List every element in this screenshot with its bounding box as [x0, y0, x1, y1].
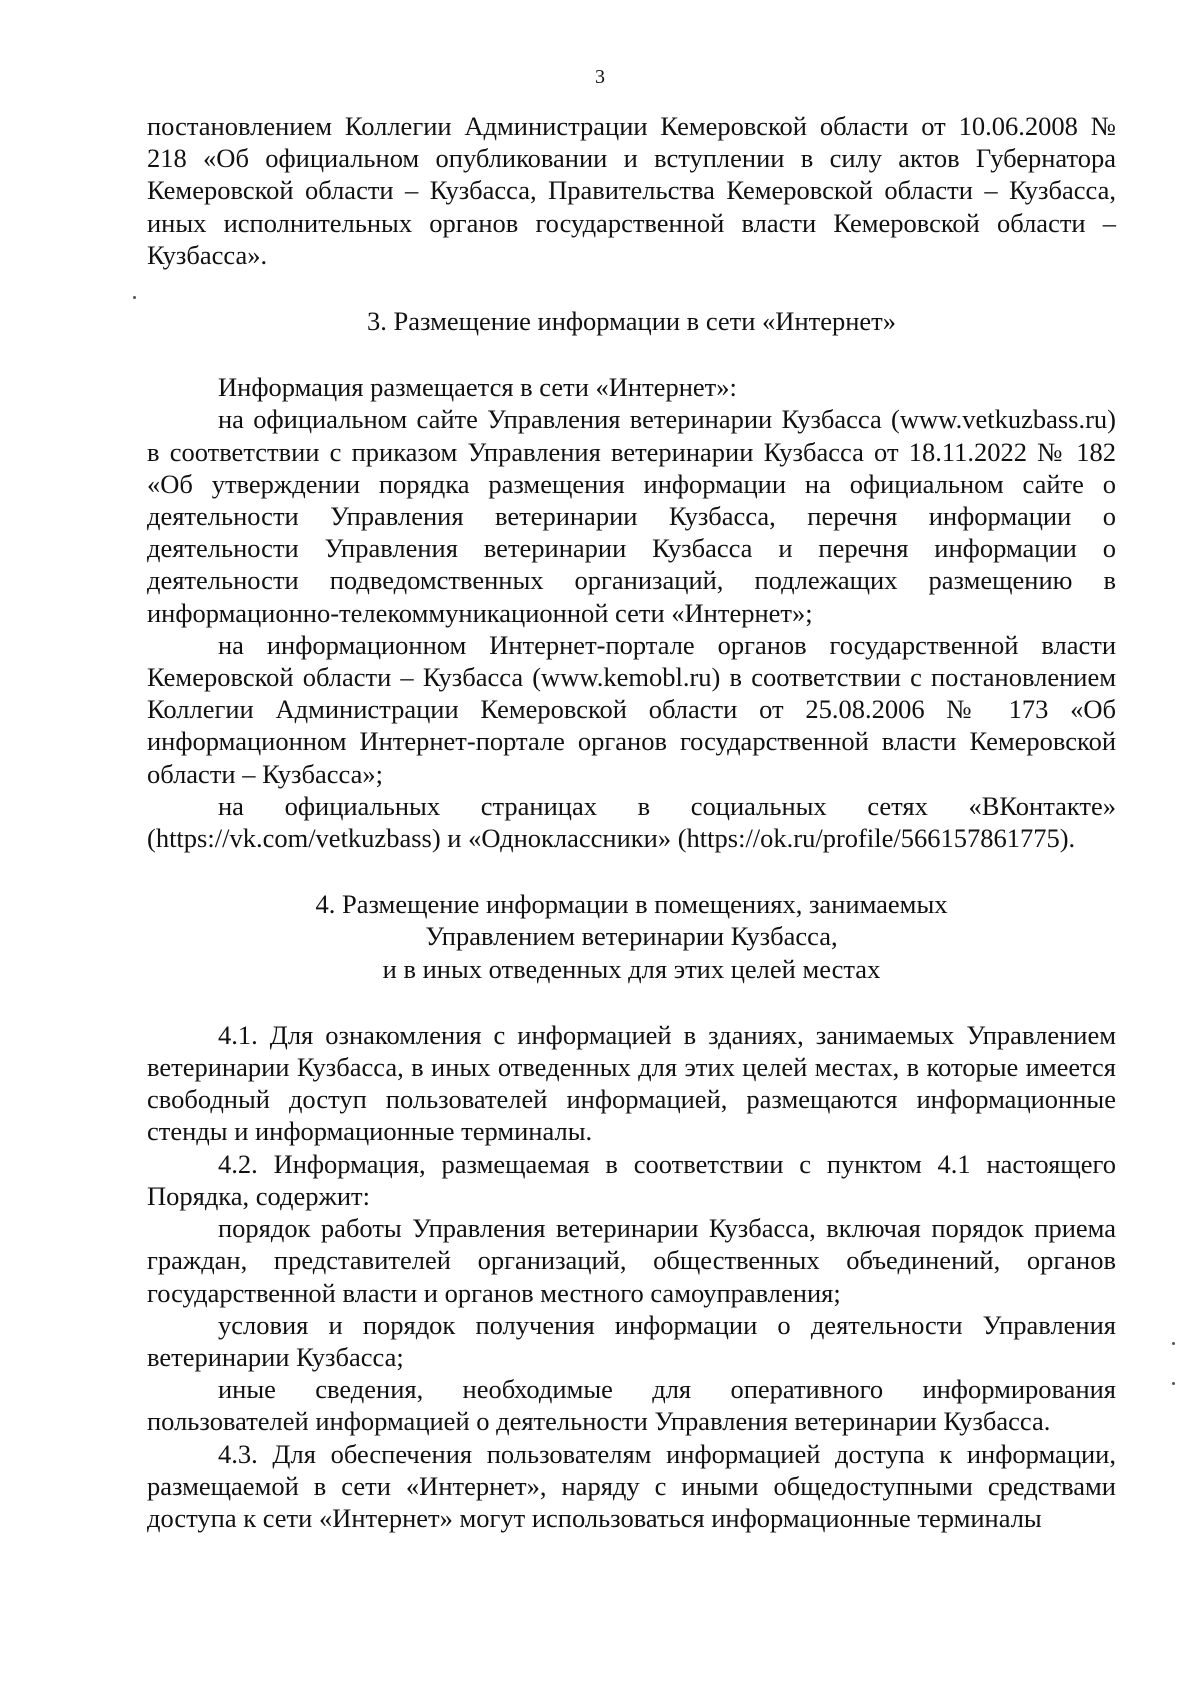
section-4-heading-line: 4. Размещение информации в помещениях, занимаемых	[315, 889, 948, 920]
section-4-paragraph: иные сведения, необходимые для оперативного информирования пользователей информацией о деятельности Управления ветеринарии Кузбасса.	[147, 1374, 1116, 1437]
section-3-paragraph: на информационном Интернет-портале органов государственной власти Кемеровской области – Кузбасса (www.kemobl.ru) в соответствии с постановлением Коллегии Администрации Кемеровской области от 25.08.2006 № 173 «Об информационном Интернет-портале органов государственной власти Кемеровской области – Кузбасса»;	[147, 629, 1116, 789]
spacer	[147, 985, 1116, 1019]
section-3-paragraph: Информация размещается в сети «Интернет»:	[218, 372, 737, 403]
section-3-paragraph: на официальных страницах в социальных сетях «ВКонтакте» (https://vk.com/vetkuzbass) и «Одноклассники» (https://ok.ru/profile/566157861775).	[147, 790, 1116, 854]
intro-paragraph: постановлением Коллегии Администрации Кемеровской области от 10.06.2008 № 218 «Об официальном опубликовании и вступлении в силу актов Губернатора Кемеровской области – Кузбасса, Правительства Кемеровской области – Кузбасса, иных исполнительных органов государственной власти Кемеровской области – Кузбасса».	[147, 111, 1116, 270]
spacer	[147, 854, 1116, 888]
document-body	[147, 110, 1116, 1534]
section-4-paragraph: 4.1. Для ознакомления с информацией в зданиях, занимаемых Управлением ветеринарии Кузбасса, в иных отведенных для этих целей местах, в которые имеется свободный доступ пользователей информацией, размещаются информационные стенды и информационные терминалы.	[147, 1019, 1116, 1147]
section-3-heading: 3. Размещение информации в сети «Интернет»	[366, 306, 896, 337]
section-4-heading-line: Управлением ветеринарии Кузбасса,	[425, 921, 838, 952]
section-4-heading-line: и в иных отведенных для этих целей местах	[382, 953, 881, 984]
page-number: 3	[595, 66, 605, 88]
spacer	[147, 271, 1116, 305]
section-4-heading	[147, 888, 1116, 985]
scan-speck	[1172, 1382, 1175, 1385]
section-4-paragraph: 4.2. Информация, размещаемая в соответствии с пунктом 4.1 настоящего Порядка, содержит:	[147, 1148, 1116, 1211]
spacer	[147, 337, 1116, 371]
section-4-paragraph: порядок работы Управления ветеринарии Кузбасса, включая порядок приема граждан, представителей организаций, общественных объединений, органов государственной власти и органов местного самоуправления;	[147, 1213, 1116, 1308]
section-4-paragraph: условия и порядок получения информации о деятельности Управления ветеринарии Кузбасса;	[147, 1309, 1116, 1372]
section-3-paragraph: на официальном сайте Управления ветеринарии Кузбасса (www.vetkuzbass.ru) в соответствии с приказом Управления ветеринарии Кузбасса от 18.11.2022 № 182 «Об утверждении порядка размещения информации на официальном сайте о деятельности Управления ветеринарии Кузбасса, перечня информации о деятельности Управления ветеринарии Кузбасса и перечня информации о деятельности подведомственных организаций, подлежащих размещению в информационно-телекоммуникационной сети «Интернет»;	[147, 404, 1116, 628]
scan-speck	[133, 296, 136, 299]
section-4-paragraph: 4.3. Для обеспечения пользователям информацией доступа к информации, размещаемой в сети «Интернет», наряду с иными общедоступными средствами доступа к сети «Интернет» могут использоваться информационные терминалы	[147, 1438, 1116, 1533]
scan-speck	[1172, 1342, 1175, 1345]
